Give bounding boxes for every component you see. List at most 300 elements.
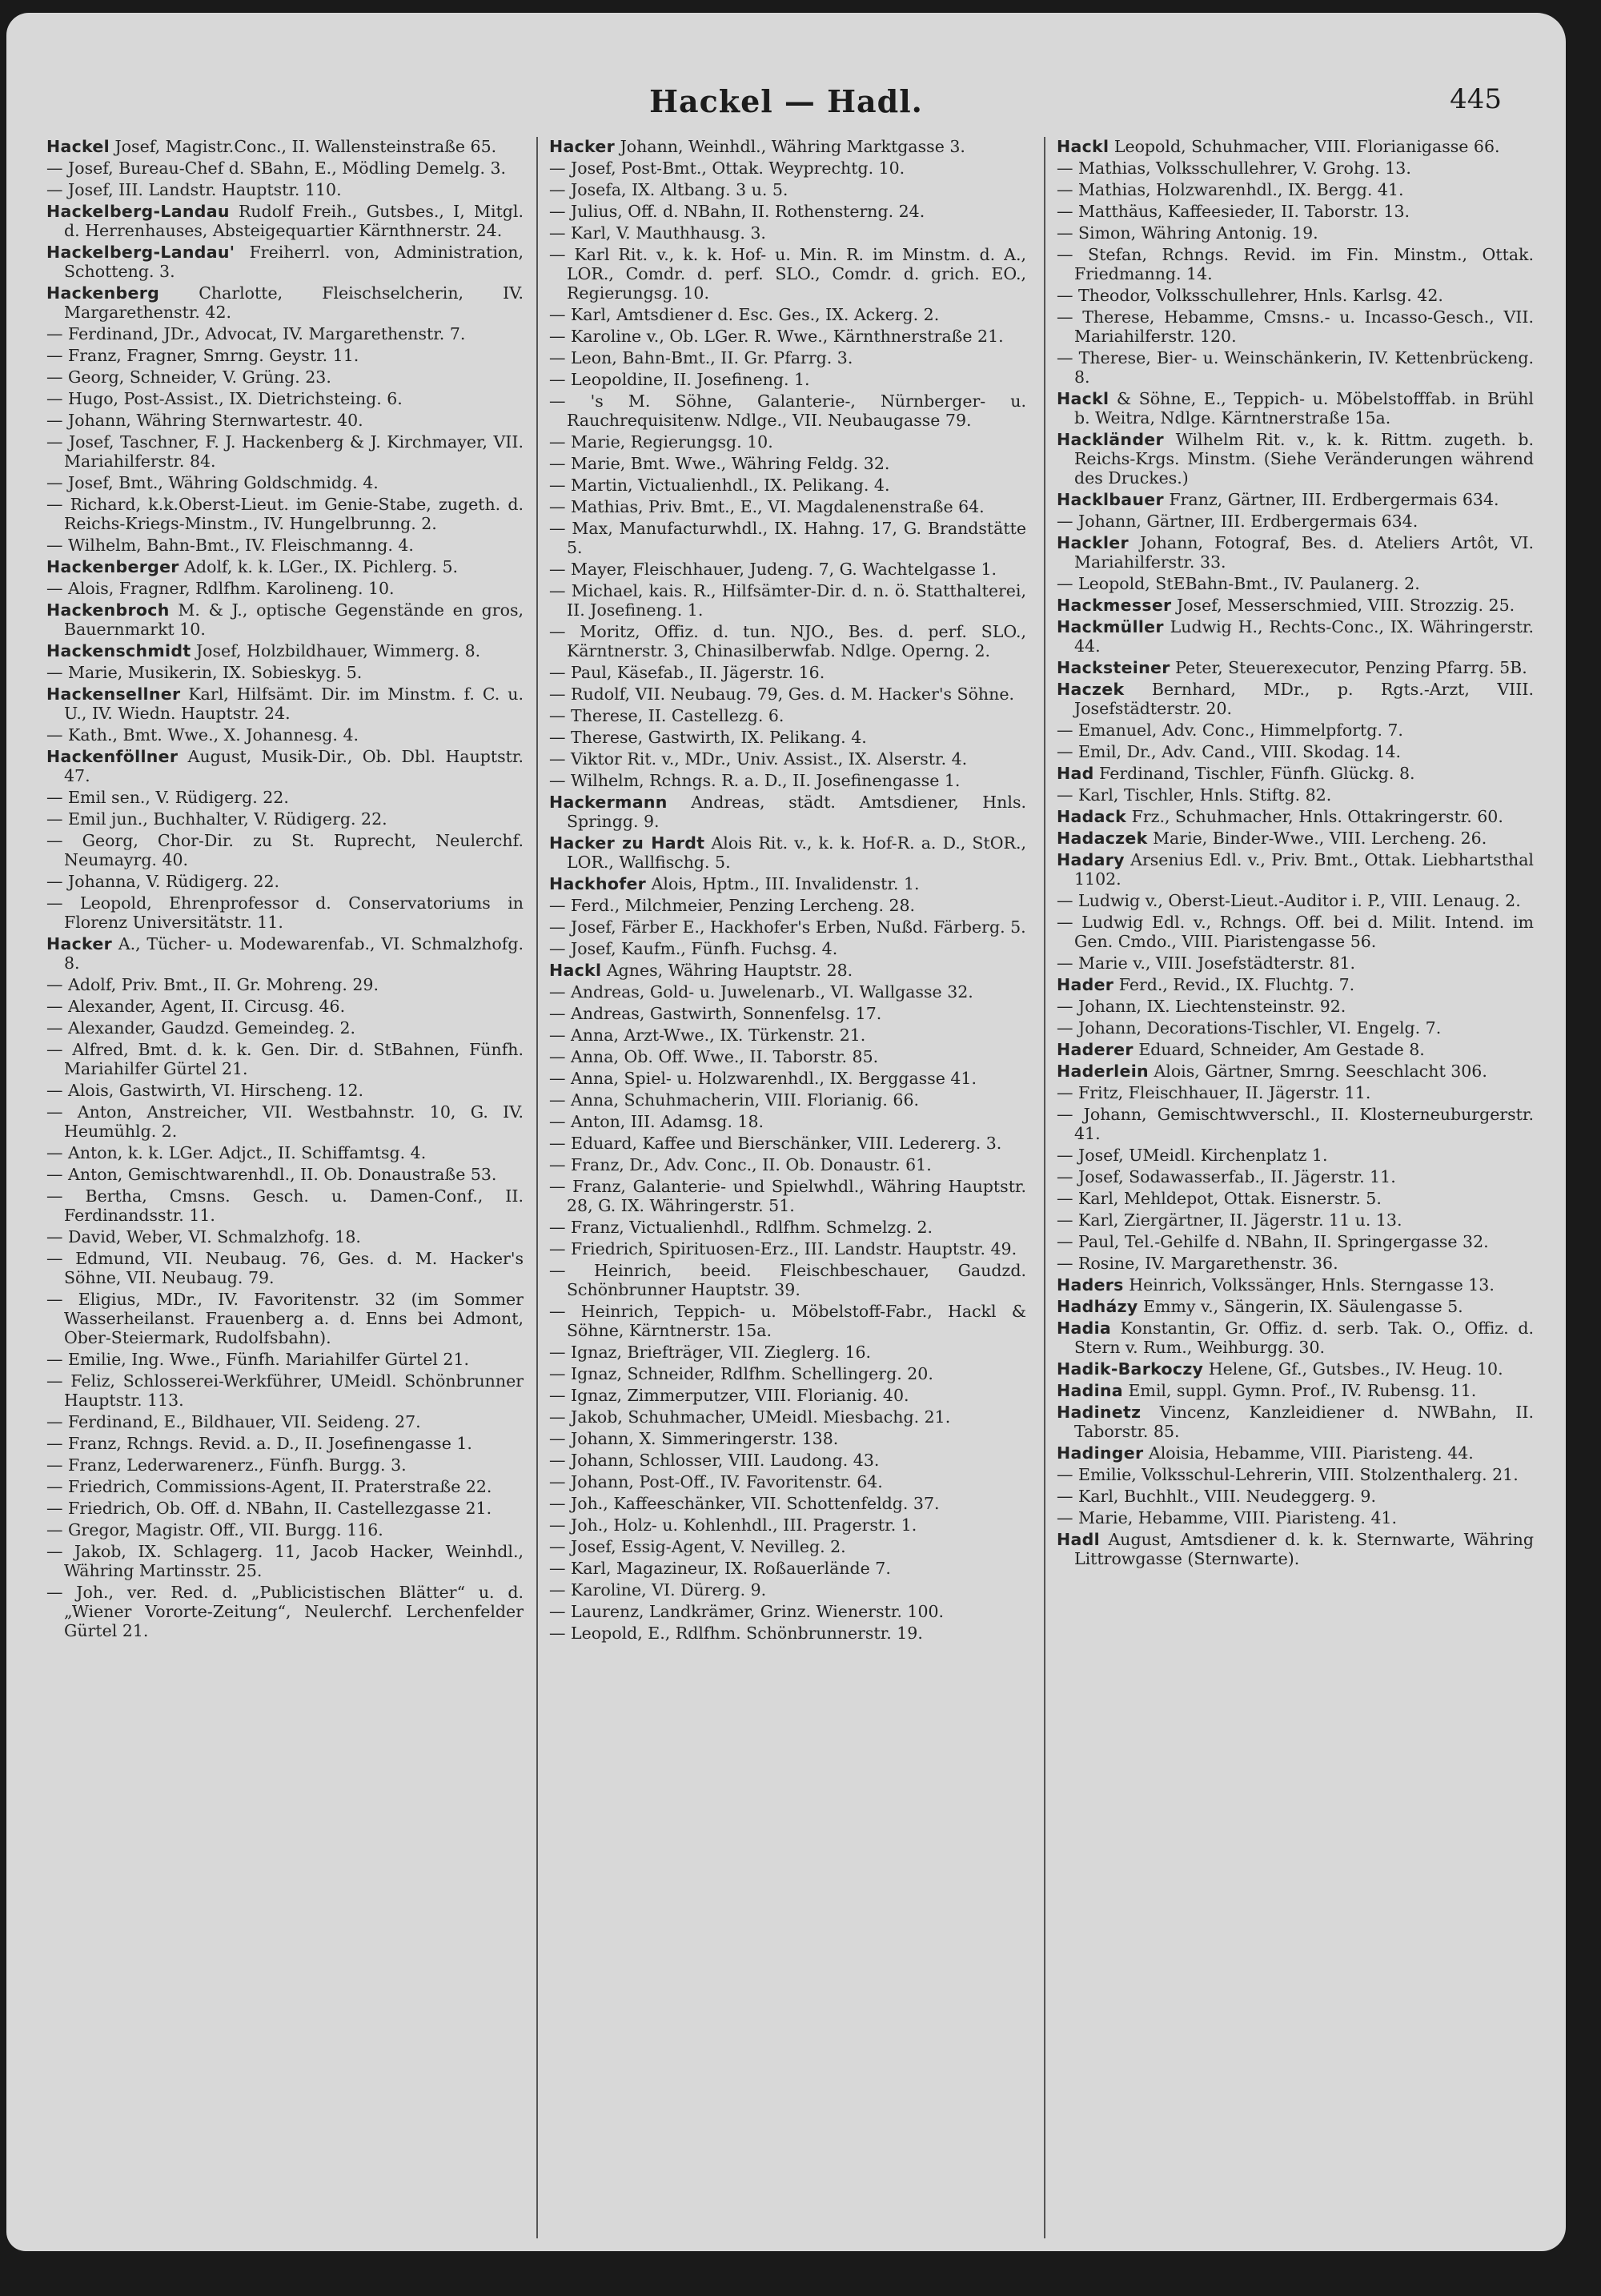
entry-text: Rudolf Freih., Gutsbes., I, Mitgl. d. Herrenhauses, Absteigequartier Kärnthnerstr. 24. (64, 202, 524, 240)
entry-text: — Anna, Arzt-Wwe., IX. Türkenstr. 21. (549, 1026, 866, 1045)
entry-name: Hackmüller (1057, 617, 1164, 636)
entry-text: — Johann, Decorations-Tischler, VI. Engelg. 7. (1057, 1018, 1442, 1038)
entry-name: Hadina (1057, 1381, 1123, 1400)
entry-text: — Laurenz, Landkrämer, Grinz. Wienerstr. 100. (549, 1602, 945, 1621)
directory-entry (46, 389, 524, 408)
directory-columns (46, 137, 1535, 2238)
entry-text: — Josef, Färber E., Hackhofer's Erben, Nußd. Färberg. 5. (549, 917, 1026, 937)
directory-entry (549, 202, 1026, 221)
entry-text: — Paul, Käsefab., II. Jägerstr. 16. (549, 663, 825, 682)
entry-text: — Fritz, Fleischhauer, II. Jägerstr. 11. (1057, 1083, 1371, 1102)
directory-entry (46, 432, 524, 471)
entry-text: — Paul, Tel.-Gehilfe d. NBahn, II. Springergasse 32. (1057, 1232, 1489, 1251)
directory-entry (46, 1186, 524, 1225)
entry-text: Ludwig H., Rechts-Conc., IX. Währingerstr. 44. (1074, 617, 1534, 656)
directory-entry (46, 831, 524, 869)
directory-entry (1057, 891, 1534, 910)
entry-text: August, Amtsdiener d. k. k. Sternwarte, Währing Littrowgasse (Sternwarte). (1074, 1530, 1534, 1568)
entry-name: Hacker (46, 934, 113, 953)
entry-text: — Karl, Magazineur, IX. Roßauerlände 7. (549, 1559, 891, 1578)
entry-name: Hackhofer (549, 874, 647, 893)
entry-text: — Heinrich, Teppich- u. Möbelstoff-Fabr., Hackl & Söhne, Kärntnerstr. 15a. (549, 1302, 1026, 1340)
entry-text: Helene, Gf., Gutsbes., IV. Heug. 10. (1208, 1359, 1503, 1379)
directory-entry (1057, 1508, 1534, 1527)
entry-text: — Franz, Galanterie- und Spielwhdl., Währing Hauptstr. 28, G. IX. Währingerstr. 51. (549, 1177, 1026, 1215)
entry-name: Hadik-Barkoczy (1057, 1359, 1204, 1379)
directory-entry (46, 180, 524, 199)
entry-text: — Andreas, Gastwirth, Sonnenfelsg. 17. (549, 1004, 882, 1023)
directory-entry (1057, 617, 1534, 656)
column-divider (1044, 137, 1045, 2238)
entry-name: Hadl (1057, 1530, 1100, 1549)
directory-entry (1057, 159, 1534, 178)
entry-name: Hackermann (549, 793, 668, 812)
directory-entry (46, 788, 524, 807)
entry-text: — Viktor Rit. v., MDr., Univ. Assist., IX. Alserstr. 4. (549, 749, 968, 769)
entry-text: — Josef, Post-Bmt., Ottak. Weyprechtg. 10. (549, 159, 905, 178)
entry-text: — Wilhelm, Rchngs. R. a. D., II. Josefinengasse 1. (549, 771, 961, 790)
directory-entry (549, 1134, 1026, 1153)
entry-text: — Ludwig v., Oberst-Lieut.-Auditor i. P., VIII. Lenaug. 2. (1057, 891, 1521, 910)
entry-text: — Anna, Schuhmacherin, VIII. Florianig. 66. (549, 1090, 920, 1110)
entry-text: — Matthäus, Kaffeesieder, II. Taborstr. 13. (1057, 202, 1410, 221)
directory-entry (1057, 1232, 1534, 1251)
directory-entry (46, 473, 524, 492)
entry-text: — Jakob, Schuhmacher, UMeidl. Miesbachg. 21. (549, 1407, 951, 1427)
directory-entry (1057, 348, 1534, 387)
directory-entry (1057, 574, 1534, 593)
directory-entry (1057, 533, 1534, 572)
entry-text: — Josef, Taschner, F. J. Hackenberg & J. Kirchmayer, VII. Mariahilferstr. 84. (46, 432, 524, 471)
directory-entry (1057, 1297, 1534, 1316)
entry-text: — Johann, IX. Liechtensteinstr. 92. (1057, 997, 1346, 1016)
directory-entry (46, 1583, 524, 1640)
directory-entry (46, 663, 524, 682)
directory-entry (46, 1520, 524, 1539)
directory-entry (1057, 829, 1534, 848)
directory-entry (46, 137, 524, 156)
entry-text: — Joh., Holz- u. Kohlenhdl., III. Pragerstr. 1. (549, 1515, 917, 1535)
directory-entry (1057, 202, 1534, 221)
directory-entry (1057, 1403, 1534, 1441)
directory-entry (549, 1112, 1026, 1131)
directory-entry (1057, 1275, 1534, 1295)
entry-name: Hadaczek (1057, 829, 1148, 848)
directory-entry (1057, 137, 1534, 156)
entry-text: — Therese, Gastwirth, IX. Pelikang. 4. (549, 728, 867, 747)
entry-text: — Karl, Tischler, Hnls. Stiftg. 82. (1057, 785, 1332, 805)
entry-text: — Leopold, Ehrenprofessor d. Conservatoriums in Florenz Universitätstr. 11. (46, 893, 524, 932)
directory-entry (1057, 997, 1534, 1016)
entry-text: & Söhne, E., Teppich- u. Möbelstofffab. in Brühl b. Weitra, Ndlge. Kärntnerstraße 15a. (1074, 389, 1534, 427)
entry-text: Franz, Gärtner, III. Erdbergermais 634. (1169, 490, 1499, 509)
entry-text: Karl, Hilfsämt. Dir. im Minstm. f. C. u. U., IV. Wiedn. Hauptstr. 24. (64, 684, 524, 723)
entry-text: — Johann, Währing Sternwartestr. 40. (46, 411, 363, 430)
directory-entry (46, 1371, 524, 1410)
entry-text: — Friedrich, Commissions-Agent, II. Praterstraße 22. (46, 1477, 492, 1496)
entry-text: — Karoline, VI. Dürerg. 9. (549, 1580, 767, 1600)
entry-text: — Josef, Bmt., Währing Goldschmidg. 4. (46, 473, 379, 492)
directory-entry (46, 725, 524, 745)
entry-text: — Franz, Dr., Adv. Conc., II. Ob. Donaustr. 61. (549, 1155, 932, 1174)
directory-entry (46, 1350, 524, 1369)
entry-text: — Marie v., VIII. Josefstädterstr. 81. (1057, 953, 1356, 973)
entry-name: Hacksteiner (1057, 658, 1170, 677)
entry-text: — Ignaz, Zimmerputzer, VIII. Florianig. 40. (549, 1386, 909, 1405)
directory-entry (46, 324, 524, 343)
directory-entry (1057, 1083, 1534, 1102)
entry-name: Hadinger (1057, 1443, 1144, 1463)
directory-entry (549, 1261, 1026, 1299)
directory-entry (1057, 1487, 1534, 1506)
directory-entry (549, 454, 1026, 473)
directory-entry (549, 917, 1026, 937)
entry-text: — Anton, Gemischtwarenhdl., II. Ob. Donaustraße 53. (46, 1165, 497, 1184)
directory-entry (549, 706, 1026, 725)
entry-name: Haders (1057, 1275, 1124, 1295)
entry-text: — Feliz, Schlosserei-Werkführer, UMeidl. Schönbrunner Hauptstr. 113. (46, 1371, 524, 1410)
entry-text: — Gregor, Magistr. Off., VII. Burgg. 116. (46, 1520, 383, 1539)
entry-text: Bernhard, MDr., p. Rgts.-Arzt, VIII. Josefstädterstr. 20. (1074, 680, 1534, 718)
entry-name: Hackenschmidt (46, 641, 191, 660)
entry-text: — Karl, Amtsdiener d. Esc. Ges., IX. Ackerg. 2. (549, 305, 940, 324)
directory-entry (549, 1177, 1026, 1215)
entry-text: — Johann, Gärtner, III. Erdbergermais 634. (1057, 512, 1418, 531)
entry-text: — Anton, III. Adamsg. 18. (549, 1112, 764, 1131)
entry-text: — Simon, Währing Antonig. 19. (1057, 223, 1318, 243)
directory-entry (1057, 975, 1534, 994)
entry-text: — Mathias, Volksschullehrer, V. Grohg. 13. (1057, 159, 1411, 178)
entry-text: — Alfred, Bmt. d. k. k. Gen. Dir. d. StBahnen, Fünfh. Mariahilfer Gürtel 21. (46, 1040, 524, 1078)
entry-text: — Franz, Victualienhdl., Rdlfhm. Schmelzg. 2. (549, 1218, 933, 1237)
directory-entry (46, 1412, 524, 1431)
entry-text: Adolf, k. k. LGer., IX. Pichlerg. 5. (184, 557, 459, 576)
entry-name: Hackmesser (1057, 596, 1172, 615)
entry-text: — Mayer, Fleischhauer, Judeng. 7, G. Wachtelgasse 1. (549, 560, 997, 579)
directory-entry (549, 560, 1026, 579)
entry-text: — Alois, Gastwirth, VI. Hirscheng. 12. (46, 1081, 364, 1100)
running-head: Hackel — Hadl. (649, 83, 923, 119)
directory-entry (46, 536, 524, 555)
entry-text: Emil, suppl. Gymn. Prof., IV. Rubensg. 11. (1128, 1381, 1477, 1400)
entry-text: — Josef, III. Landstr. Hauptstr. 110. (46, 180, 342, 199)
directory-entry (1057, 953, 1534, 973)
entry-text: A., Tücher- u. Modewarenfab., VI. Schmalzhofg. 8. (64, 934, 524, 973)
directory-entry (549, 432, 1026, 452)
entry-name: Had (1057, 764, 1094, 783)
entry-text: Alois, Hptm., III. Invalidenstr. 1. (651, 874, 920, 893)
entry-text: — Rosine, IV. Margarethenstr. 36. (1057, 1254, 1338, 1273)
entry-text: Johann, Fotograf, Bes. d. Ateliers Artôt, VI. Mariahilferstr. 33. (1074, 533, 1534, 572)
entry-text: Arsenius Edl. v., Priv. Bmt., Ottak. Liebhartsthal 1102. (1074, 850, 1534, 889)
entry-text: Andreas, städt. Amtsdiener, Hnls. Springg. 9. (567, 793, 1026, 831)
entry-name: Hackl (549, 961, 602, 980)
entry-text: M. & J., optische Gegenstände en gros, Bauernmarkt 10. (64, 600, 524, 639)
entry-name: Hadia (1057, 1319, 1112, 1338)
page-header (46, 83, 1526, 131)
directory-entry (46, 1165, 524, 1184)
directory-entry (1057, 785, 1534, 805)
column-divider (536, 137, 538, 2238)
entry-text: — Jakob, IX. Schlagerg. 11, Jacob Hacker, Weinhdl., Währing Martinsstr. 25. (46, 1542, 524, 1580)
entry-text: — Leopold, StEBahn-Bmt., IV. Paulanerg. 2. (1057, 574, 1420, 593)
directory-entry (46, 1542, 524, 1580)
entry-name: Hader (1057, 975, 1114, 994)
entry-text: — Karl, Ziergärtner, II. Jägerstr. 11 u. 13. (1057, 1210, 1402, 1230)
directory-entry (549, 159, 1026, 178)
entry-text: — Max, Manufacturwhdl., IX. Hahng. 17, G. Brandstätte 5. (549, 519, 1026, 557)
directory-entry (549, 1451, 1026, 1470)
entry-text: — Karoline v., Ob. LGer. R. Wwe., Kärnthnerstraße 21. (549, 327, 1004, 346)
directory-entry (549, 939, 1026, 958)
entry-text: — Eduard, Kaffee und Bierschänker, VIII. Ledererg. 3. (549, 1134, 1002, 1153)
directory-entry (1057, 1018, 1534, 1038)
entry-text: Johann, Weinhdl., Währing Marktgasse 3. (620, 137, 965, 156)
entry-text: — Johanna, V. Rüdigerg. 22. (46, 872, 280, 891)
directory-entry (1057, 1062, 1534, 1081)
entry-text: — Georg, Schneider, V. Grüng. 23. (46, 367, 331, 387)
entry-text: — Emil sen., V. Rüdigerg. 22. (46, 788, 289, 807)
directory-entry (549, 370, 1026, 389)
directory-entry (1057, 764, 1534, 783)
entry-name: Hackenberger (46, 557, 179, 576)
directory-entry (46, 1290, 524, 1347)
entry-text: — David, Weber, VI. Schmalzhofg. 18. (46, 1227, 361, 1246)
entry-text: — Andreas, Gold- u. Juwelenarb., VI. Wallgasse 32. (549, 982, 973, 1001)
directory-entry (1057, 1189, 1534, 1208)
entry-text: — Josef, Kaufm., Fünfh. Fuchsg. 4. (549, 939, 838, 958)
entry-text: — Emil jun., Buchhalter, V. Rüdigerg. 22. (46, 809, 387, 829)
directory-entry (549, 1494, 1026, 1513)
entry-text: Heinrich, Volkssänger, Hnls. Sterngasse 13. (1129, 1275, 1495, 1295)
entry-text: — Georg, Chor-Dir. zu St. Ruprecht, Neulerchf. Neumayrg. 40. (46, 831, 524, 869)
entry-text: Leopold, Schuhmacher, VIII. Florianigasse 66. (1113, 137, 1500, 156)
entry-text: — Marie, Musikerin, IX. Sobieskyg. 5. (46, 663, 363, 682)
directory-entry (549, 180, 1026, 199)
directory-entry (1057, 1359, 1534, 1379)
directory-entry (46, 1102, 524, 1141)
entry-text: Ferdinand, Tischler, Fünfh. Glückg. 8. (1099, 764, 1415, 783)
directory-entry (549, 1302, 1026, 1340)
entry-text: — Friedrich, Ob. Off. d. NBahn, II. Castellezgasse 21. (46, 1499, 492, 1518)
directory-entry (1057, 850, 1534, 889)
directory-entry (1057, 1105, 1534, 1143)
directory-entry (1057, 512, 1534, 531)
directory-entry (46, 557, 524, 576)
entry-text: — Ludwig Edl. v., Rchngs. Off. bei d. Milit. Intend. im Gen. Cmdo., VIII. Piaristengasse 56. (1057, 913, 1534, 951)
directory-entry (1057, 807, 1534, 826)
entry-text: — Friedrich, Spirituosen-Erz., III. Landstr. Hauptstr. 49. (549, 1239, 1017, 1258)
directory-entry (549, 728, 1026, 747)
directory-entry (46, 1040, 524, 1078)
directory-entry (549, 1472, 1026, 1491)
entry-text: — Theodor, Volksschullehrer, Hnls. Karlsg. 42. (1057, 286, 1443, 305)
directory-entry (46, 1455, 524, 1475)
directory-entry (46, 747, 524, 785)
column-1 (46, 137, 524, 2238)
directory-entry (549, 961, 1026, 980)
entry-text: — Alois, Fragner, Rdlfhm. Karolineng. 10. (46, 579, 395, 598)
entry-text: — Mathias, Holzwarenhdl., IX. Bergg. 41. (1057, 180, 1404, 199)
entry-text: — Martin, Victualienhdl., IX. Pelikang. 4. (549, 476, 890, 495)
entry-text: Eduard, Schneider, Am Gestade 8. (1138, 1040, 1425, 1059)
directory-entry (549, 1559, 1026, 1578)
directory-entry (1057, 596, 1534, 615)
directory-entry (1057, 1040, 1534, 1059)
entry-text: Marie, Binder-Wwe., VIII. Lercheng. 26. (1153, 829, 1487, 848)
entry-text: — Therese, Bier- u. Weinschänkerin, IV. Kettenbrückeng. 8. (1057, 348, 1534, 387)
directory-entry (549, 1069, 1026, 1088)
directory-entry (46, 934, 524, 973)
entry-text: — Emanuel, Adv. Conc., Himmelpfortg. 7. (1057, 721, 1403, 740)
entry-text: Charlotte, Fleischselcherin, IV. Margarethenstr. 42. (64, 283, 524, 322)
directory-entry (549, 833, 1026, 872)
directory-entry (1057, 389, 1534, 427)
entry-name: Haczek (1057, 680, 1125, 699)
entry-text: — Eligius, MDr., IV. Favoritenstr. 32 (im Sommer Wasserheilanst. Frauenberg a. d. Enns bei Admont, Ober-Steiermark, Rudolfsbahn). (46, 1290, 524, 1347)
entry-text: Agnes, Währing Hauptstr. 28. (606, 961, 853, 980)
entry-text: — Emilie, Ing. Wwe., Fünfh. Mariahilfer Gürtel 21. (46, 1350, 470, 1369)
directory-entry (1057, 1530, 1534, 1568)
directory-entry (549, 793, 1026, 831)
directory-entry (1057, 1254, 1534, 1273)
entry-text: — Richard, k.k.Oberst-Lieut. im Genie-Stabe, zugeth. d. Reichs-Kriegs-Minstm., IV. Hungelbrunng. 2. (46, 495, 524, 533)
directory-entry (46, 809, 524, 829)
directory-entry (549, 497, 1026, 516)
entry-text: — Josef, UMeidl. Kirchenplatz 1. (1057, 1146, 1328, 1165)
directory-entry (46, 1018, 524, 1038)
entry-text: — Karl, V. Mauthhausg. 3. (549, 223, 766, 243)
entry-text: — Wilhelm, Bahn-Bmt., IV. Fleischmanng. 4. (46, 536, 414, 555)
entry-text: — Anna, Ob. Off. Wwe., II. Taborstr. 85. (549, 1047, 879, 1066)
directory-entry (549, 663, 1026, 682)
directory-entry (549, 1026, 1026, 1045)
entry-text: Josef, Messerschmied, VIII. Strozzig. 25. (1177, 596, 1515, 615)
directory-entry (46, 495, 524, 533)
directory-entry (1057, 1443, 1534, 1463)
entry-name: Haderlein (1057, 1062, 1149, 1081)
entry-text: Frz., Schuhmacher, Hnls. Ottakringerstr. 60. (1131, 807, 1503, 826)
entry-text: — Kath., Bmt. Wwe., X. Johannesg. 4. (46, 725, 359, 745)
entry-text: — Josef, Essig-Agent, V. Nevilleg. 2. (549, 1537, 846, 1556)
entry-text: — Josef, Bureau-Chef d. SBahn, E., Mödling Demelg. 3. (46, 159, 507, 178)
directory-entry (549, 1602, 1026, 1621)
entry-text: Wilhelm Rit. v., k. k. Rittm. zugeth. b. Reichs-Krgs. Minstm. (Siehe Veränderungen während des Druckes.) (1074, 430, 1534, 488)
entry-name: Hackländer (1057, 430, 1164, 449)
entry-text: — Edmund, VII. Neubaug. 76, Ges. d. M. Hacker's Söhne, VII. Neubaug. 79. (46, 1249, 524, 1287)
entry-text: — Mathias, Priv. Bmt., E., VI. Magdalenenstraße 64. (549, 497, 985, 516)
entry-text: — Leopold, E., Rdlfhm. Schönbrunnerstr. 19. (549, 1624, 923, 1643)
directory-entry (1057, 658, 1534, 677)
entry-text: August, Musik-Dir., Ob. Dbl. Hauptstr. 47. (64, 747, 524, 785)
entry-name: Hackel (46, 137, 110, 156)
directory-entry (1057, 680, 1534, 718)
entry-text: — Julius, Off. d. NBahn, II. Rothensterng. 24. (549, 202, 925, 221)
directory-entry (1057, 742, 1534, 761)
entry-text: — Karl, Mehldepot, Ottak. Eisnerstr. 5. (1057, 1189, 1382, 1208)
entry-text: — Ferdinand, JDr., Advocat, IV. Margarethenstr. 7. (46, 324, 466, 343)
directory-entry (549, 684, 1026, 704)
directory-entry (549, 622, 1026, 660)
entry-name: Hackelberg-Landau (46, 202, 230, 221)
directory-entry (549, 1047, 1026, 1066)
directory-entry (549, 1407, 1026, 1427)
entry-text: — Joh., ver. Red. d. „Publicistischen Blätter“ u. d. „Wiener Vororte-Zeitung“, Neulerchf. Lerchenfelder Gürtel 21. (46, 1583, 524, 1640)
entry-text: — Stefan, Rchngs. Revid. im Fin. Minstm., Ottak. Friedmanng. 14. (1057, 245, 1534, 283)
directory-entry (46, 641, 524, 660)
entry-name: Hackler (1057, 533, 1129, 552)
directory-entry (549, 348, 1026, 367)
entry-text: — Johann, Schlosser, VIII. Laudong. 43. (549, 1451, 880, 1470)
directory-entry (549, 1090, 1026, 1110)
entry-text: Josef, Magistr.Conc., II. Wallensteinstraße 65. (114, 137, 497, 156)
entry-text: — Karl Rit. v., k. k. Hof- u. Min. R. im Minstm. d. A., LOR., Comdr. d. perf. SLO., Comdr. d. grich. EO., Regierungsg. 10. (549, 245, 1026, 303)
entry-text: — Therese, Hebamme, Cmsns.- u. Incasso-Gesch., VII. Mariahilferstr. 120. (1057, 307, 1534, 346)
entry-text: — Rudolf, VII. Neubaug. 79, Ges. d. M. Hacker's Söhne. (549, 684, 1014, 704)
entry-text: — Leon, Bahn-Bmt., II. Gr. Pfarrg. 3. (549, 348, 853, 367)
entry-text: — Bertha, Cmsns. Gesch. u. Damen-Conf., II. Ferdinandsstr. 11. (46, 1186, 524, 1225)
directory-entry (1057, 223, 1534, 243)
directory-entry (549, 1364, 1026, 1383)
directory-entry (549, 771, 1026, 790)
entry-text: Alois Rit. v., k. k. Hof-R. a. D., StOR., LOR., Wallfischg. 5. (567, 833, 1026, 872)
directory-entry (549, 1343, 1026, 1362)
directory-entry (1057, 430, 1534, 488)
directory-entry (549, 1537, 1026, 1556)
directory-entry (1057, 1465, 1534, 1484)
directory-entry (46, 202, 524, 240)
entry-text: — Ignaz, Briefträger, VII. Zieglerg. 16. (549, 1343, 872, 1362)
entry-text: — Ignaz, Schneider, Rdlfhm. Schellingerg. 20. (549, 1364, 933, 1383)
directory-entry (549, 137, 1026, 156)
directory-entry (549, 305, 1026, 324)
entry-text: — Johann, Gemischtwverschl., II. Klosterneuburgerstr. 41. (1057, 1105, 1534, 1143)
entry-text: Aloisia, Hebamme, VIII. Piaristeng. 44. (1148, 1443, 1474, 1463)
directory-entry (1057, 913, 1534, 951)
directory-entry (549, 391, 1026, 430)
entry-name: Hacker (549, 137, 616, 156)
entry-text: — Ferd., Milchmeier, Penzing Lercheng. 28. (549, 896, 916, 915)
entry-text: — Leopoldine, II. Josefineng. 1. (549, 370, 810, 389)
directory-entry (1057, 490, 1534, 509)
directory-entry (1057, 307, 1534, 346)
entry-name: Hacklbauer (1057, 490, 1164, 509)
entry-text: — Ferdinand, E., Bildhauer, VII. Seideng. 27. (46, 1412, 421, 1431)
page-number: 445 (1450, 83, 1502, 115)
entry-text: — Therese, II. Castellezg. 6. (549, 706, 784, 725)
entry-name: Hackenberg (46, 283, 160, 303)
column-3 (1057, 137, 1534, 2238)
entry-text: — Josef, Sodawasserfab., II. Jägerstr. 11. (1057, 1167, 1396, 1186)
directory-entry (549, 581, 1026, 620)
entry-text: — Franz, Rchngs. Revid. a. D., II. Josefinengasse 1. (46, 1434, 472, 1453)
directory-entry (46, 283, 524, 322)
directory-entry (1057, 1146, 1534, 1165)
entry-text: — Adolf, Priv. Bmt., II. Gr. Mohreng. 29. (46, 975, 379, 994)
directory-entry (549, 1386, 1026, 1405)
entry-text: — Anton, k. k. LGer. Adjct., II. Schiffamtsg. 4. (46, 1143, 427, 1162)
directory-entry (46, 243, 524, 281)
entry-text: Alois, Gärtner, Smrng. Seeschlacht 306. (1154, 1062, 1487, 1081)
directory-entry (1057, 286, 1534, 305)
entry-text: Ferd., Revid., IX. Fluchtg. 7. (1118, 975, 1355, 994)
entry-text: — Moritz, Offiz. d. tun. NJO., Bes. d. perf. SLO., Kärntnerstr. 3, Chinasilberwfab. Ndlge. Operng. 2. (549, 622, 1026, 660)
entry-text: — Michael, kais. R., Hilfsämter-Dir. d. n. ö. Statthalterei, II. Josefineng. 1. (549, 581, 1026, 620)
entry-name: Hadack (1057, 807, 1127, 826)
entry-text: — Heinrich, beeid. Fleischbeschauer, Gaudzd. Schönbrunner Hauptstr. 39. (549, 1261, 1026, 1299)
entry-name: Hacker zu Hardt (549, 833, 705, 853)
directory-entry (1057, 180, 1534, 199)
